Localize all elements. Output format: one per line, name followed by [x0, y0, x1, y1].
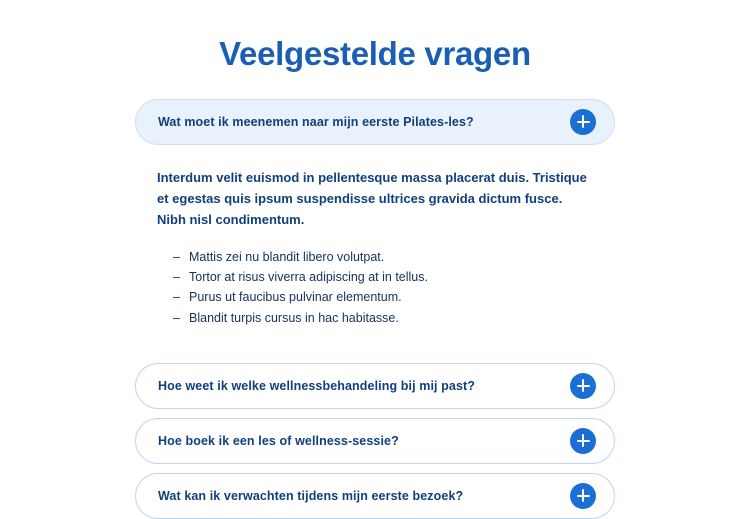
faq-question-toggle-3[interactable] [135, 418, 615, 464]
faq-question-toggle-4[interactable] [135, 473, 615, 519]
spacer [135, 328, 615, 363]
spacer [135, 464, 615, 473]
faq-item [135, 363, 615, 409]
list-item: – Purus ut faucibus pulvinar elementum. [173, 287, 593, 307]
spacer [135, 409, 615, 418]
faq-item [135, 418, 615, 464]
faq-answer-panel [135, 145, 615, 328]
faq-accordion [135, 99, 615, 519]
faq-question-toggle-2[interactable] [135, 363, 615, 409]
faq-question-label: Hoe weet ik welke wellnessbehandeling bij mij past? [158, 378, 475, 393]
faq-item [135, 473, 615, 519]
faq-question-label: Wat moet ik meenemen naar mijn eerste Pilates-les? [158, 114, 474, 129]
faq-answer-bullets [157, 247, 593, 328]
faq-question-label: Hoe boek ik een les of wellness-sessie? [158, 433, 399, 448]
plus-icon[interactable] [570, 428, 596, 454]
plus-icon[interactable] [570, 483, 596, 509]
plus-icon[interactable] [570, 373, 596, 399]
list-item: – Tortor at risus viverra adipiscing at in tellus. [173, 267, 593, 287]
faq-item [135, 99, 615, 328]
list-item: – Blandit turpis cursus in hac habitasse. [173, 308, 593, 328]
faq-answer-intro: Interdum velit euismod in pellentesque massa placerat duis. Tristique et egestas quis ipsum suspendisse ultrices gravida dictum fusce. Nibh nisl condimentum. [157, 169, 587, 228]
faq-question-label: Wat kan ik verwachten tijdens mijn eerste bezoek? [158, 488, 464, 503]
page-title: Veelgestelde vragen [219, 35, 531, 72]
list-item: – Mattis zei nu blandit libero volutpat. [173, 247, 593, 267]
faq-question-toggle-1[interactable] [135, 99, 615, 145]
plus-icon[interactable] [570, 109, 596, 135]
